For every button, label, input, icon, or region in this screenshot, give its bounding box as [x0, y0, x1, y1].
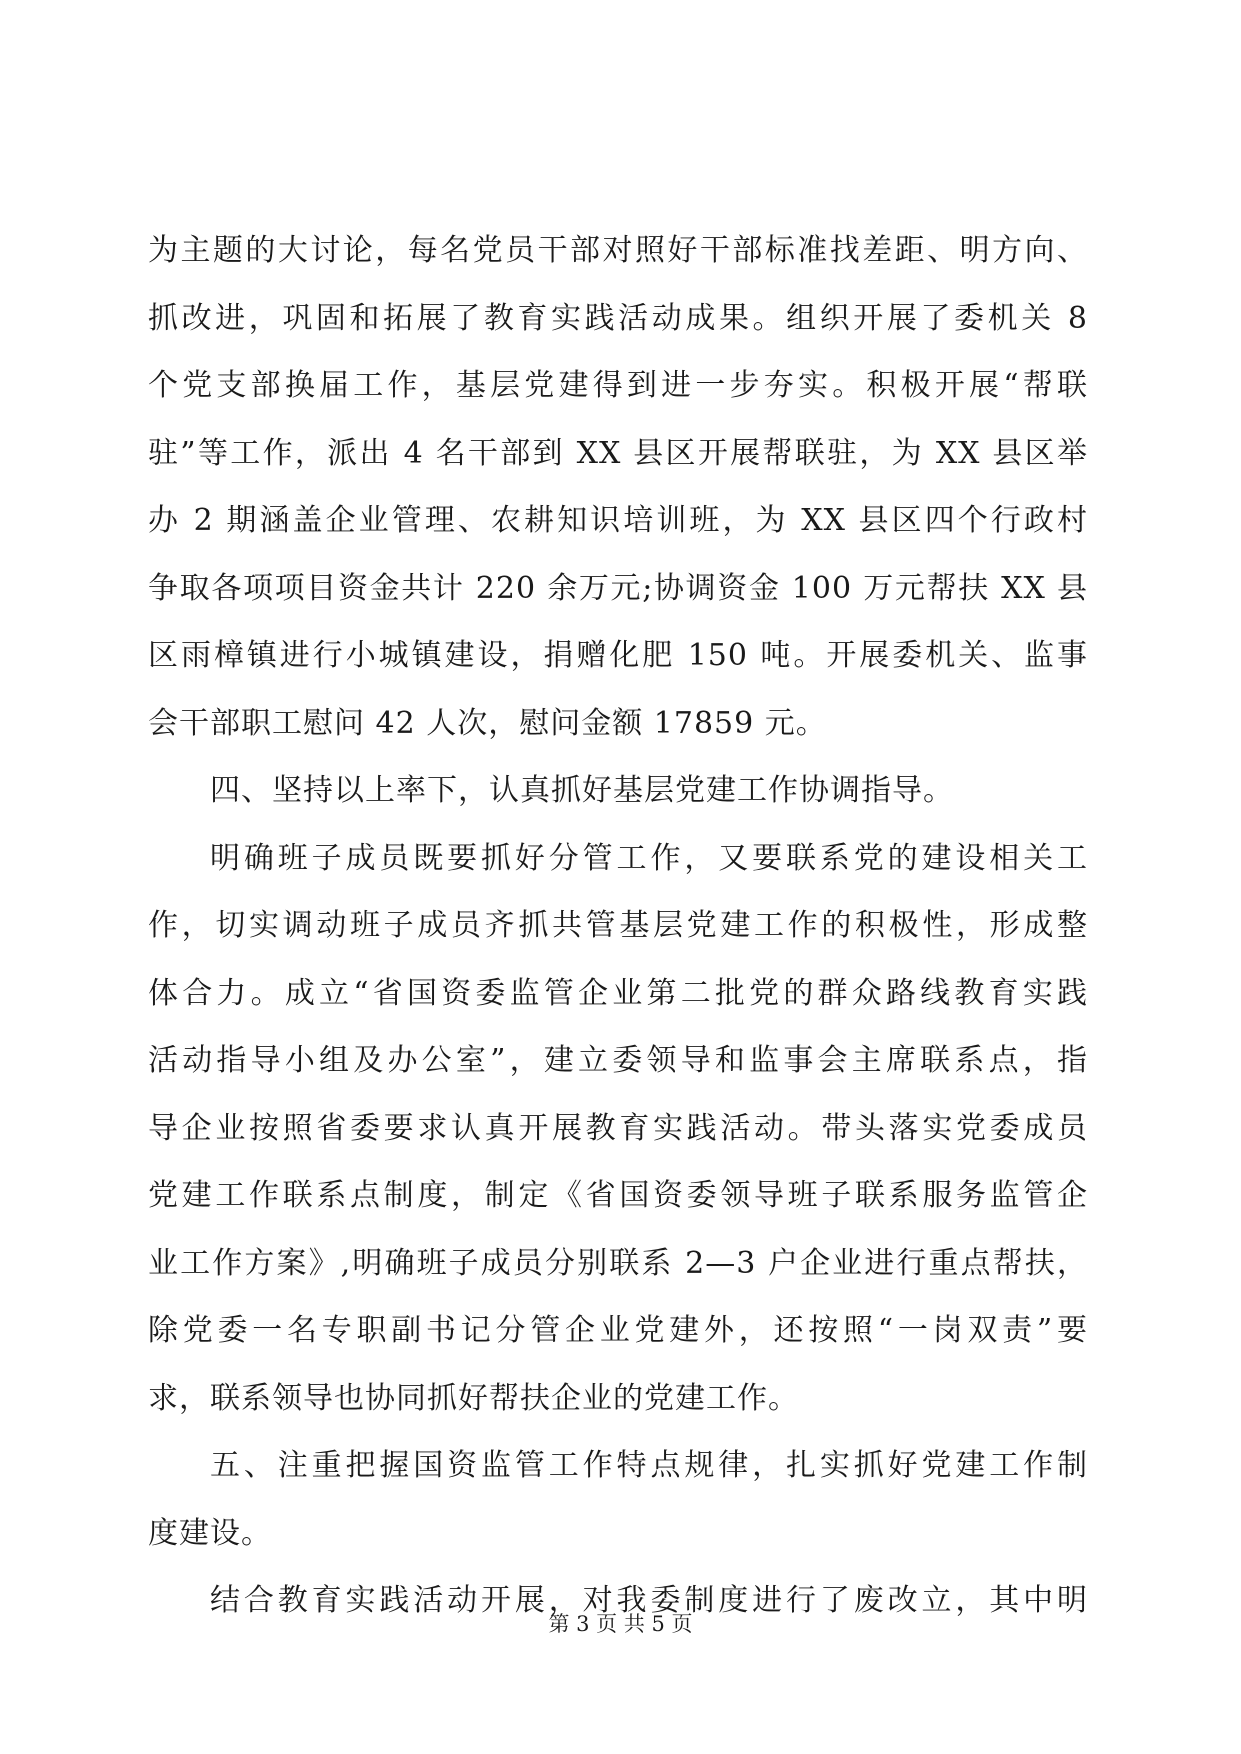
text-line: 活动指导小组及办公室”，建立委领导和监事会主席联系点，指	[148, 1043, 1088, 1078]
text-line: 明确班子成员既要抓好分管工作，又要联系党的建设相关工	[210, 840, 1088, 876]
text-line: 为主题的大讨论，每名党员干部对照好干部标准找差距、明方向、	[148, 233, 1088, 268]
text-line: 驻”等工作，派出 4 名干部到 XX 县区开展帮联驻，为 XX 县区举	[148, 435, 1088, 471]
text-line: 办 2 期涵盖企业管理、农耕知识培训班，为 XX 县区四个行政村	[148, 503, 1088, 538]
body-text	[148, 233, 1088, 1651]
text-line: 个党支部换届工作，基层党建得到进一步夯实。积极开展“帮联	[148, 368, 1088, 403]
text-line: 四、坚持以上率下，认真抓好基层党建工作协调指导。	[210, 773, 954, 808]
text-line: 业工作方案》,明确班子成员分别联系 2—3 户企业进行重点帮扶，	[148, 1245, 1088, 1281]
page-footer: 第 3 页 共 5 页	[548, 1612, 693, 1636]
text-line: 党建工作联系点制度，制定《省国资委领导班子联系服务监管企	[148, 1178, 1088, 1213]
text-line: 结合教育实践活动开展，对我委制度进行了废改立，其中明	[210, 1583, 1088, 1618]
text-line: 导企业按照省委要求认真开展教育实践活动。带头落实党委成员	[148, 1110, 1088, 1146]
text-line: 度建设。	[148, 1515, 272, 1551]
text-line: 争取各项项目资金共计 220 余万元;协调资金 100 万元帮扶 XX 县	[148, 570, 1088, 606]
text-line: 区雨樟镇进行小城镇建设，捐赠化肥 150 吨。开展委机关、监事	[148, 638, 1088, 673]
text-line: 五、注重把握国资监管工作特点规律，扎实抓好党建工作制	[210, 1448, 1088, 1483]
text-line: 求，联系领导也协同抓好帮扶企业的党建工作。	[148, 1380, 799, 1416]
text-line: 除党委一名专职副书记分管企业党建外，还按照“一岗双责”要	[148, 1313, 1088, 1348]
text-line: 作，切实调动班子成员齐抓共管基层党建工作的积极性，形成整	[148, 908, 1088, 943]
text-line: 体合力。成立“省国资委监管企业第二批党的群众路线教育实践	[148, 975, 1088, 1011]
text-line: 会干部职工慰问 42 人次，慰问金额 17859 元。	[148, 705, 827, 741]
text-line: 抓改进，巩固和拓展了教育实践活动成果。组织开展了委机关 8	[148, 300, 1088, 336]
